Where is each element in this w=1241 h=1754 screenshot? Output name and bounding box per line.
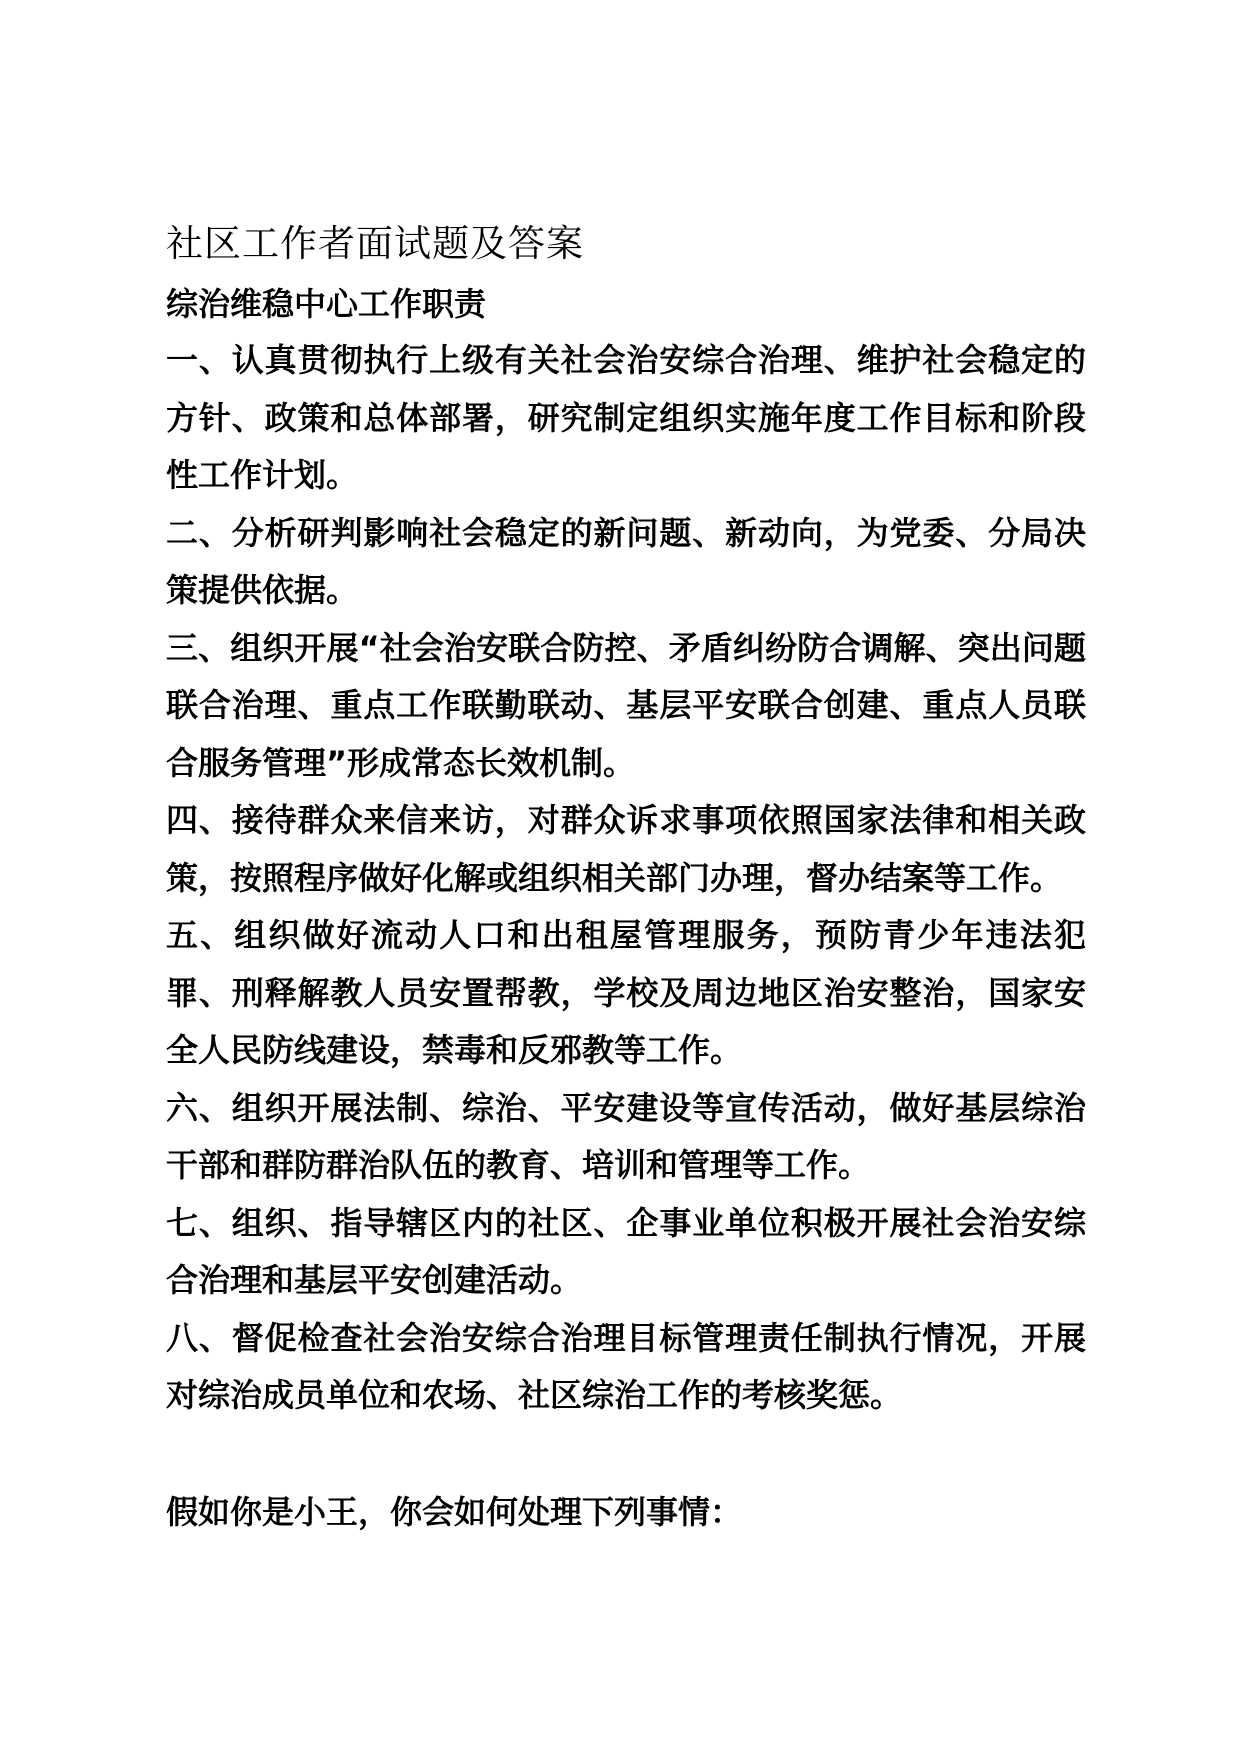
duty-item-8: 八、督促检查社会治安综合治理目标管理责任制执行情况，开展对综治成员单位和农场、社区综治工作的考核奖惩。	[166, 1318, 1086, 1414]
duty-item-2: 二、分析研判影响社会稳定的新问题、新动向，为党委、分局决策提供依据。	[166, 513, 1086, 609]
duty-item-6: 六、组织开展法制、综治、平安建设等宣传活动，做好基层综治干部和群防群治队伍的教育、培训和管理等工作。	[166, 1088, 1086, 1184]
duty-list	[166, 332, 1086, 1425]
duty-item-1: 一、认真贯彻执行上级有关社会治安综合治理、维护社会稳定的方针、政策和总体部署，研究制定组织实施年度工作目标和阶段性工作计划。	[166, 341, 1086, 494]
duty-item-4: 四、接待群众来信来访，对群众诉求事项依照国家法律和相关政策，按照程序做好化解或组织相关部门办理，督办结案等工作。	[166, 801, 1086, 897]
document-title: 社区工作者面试题及答案	[166, 222, 584, 265]
duty-item-5: 五、组织做好流动人口和出租屋管理服务，预防青少年违法犯罪、刑释解教人员安置帮教，学校及周边地区治安整治，国家安全人民防线建设，禁毒和反邪教等工作。	[166, 916, 1086, 1069]
duty-item-3: 三、组织开展“社会治安联合防控、矛盾纠纷防合调解、突出问题联合治理、重点工作联勤联动、基层平安联合创建、重点人员联合服务管理”形成常态长效机制。	[166, 628, 1086, 782]
closing-prompt: 假如你是小王，你会如何处理下列事情：	[166, 1492, 743, 1531]
section-heading: 综治维稳中心工作职责	[166, 285, 487, 323]
document-page	[166, 218, 1086, 1541]
duty-item-7: 七、组织、指导辖区内的社区、企事业单位积极开展社会治安综合治理和基层平安创建活动。	[166, 1203, 1086, 1299]
